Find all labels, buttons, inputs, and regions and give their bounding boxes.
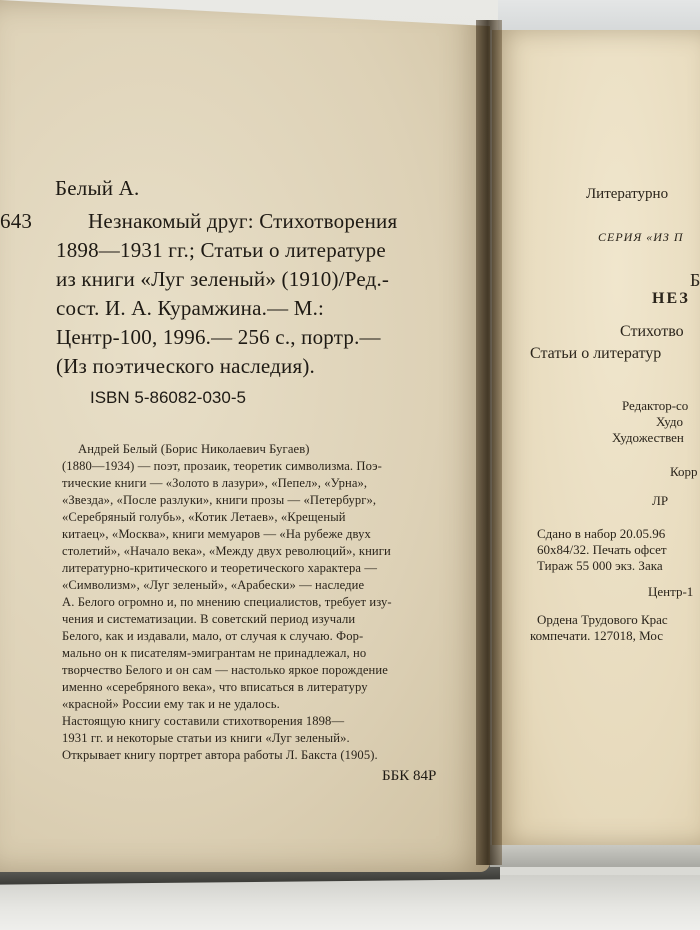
- imprint-line: Корр: [670, 464, 698, 479]
- description-line: Незнакомый друг: Стихотворения: [88, 209, 398, 233]
- imprint-line: компечати. 127018, Мос: [530, 628, 663, 643]
- description-line: (Из поэтического наследия).: [56, 354, 315, 378]
- annotation-line: Настоящую книгу составили стихотворения 1898—: [62, 714, 345, 728]
- annotation-line: «Серебряный голубь», «Котик Летаев», «Крещеный: [62, 510, 346, 524]
- imprint-line: Редактор-со: [622, 398, 689, 413]
- annotation-line: (1880—1934) — поэт, прозаик, теоретик символизма. Поэ-: [62, 459, 382, 473]
- description-line: сост. И. А. Курамжина.— М.:: [56, 296, 325, 320]
- annotation-line: столетий», «Начало века», «Между двух революций», книги: [62, 544, 391, 558]
- imprint-line: Ордена Трудового Крас: [537, 612, 668, 627]
- imprint-line: Центр-1: [648, 584, 694, 599]
- isbn: ISBN 5-86082-030-5: [90, 388, 246, 407]
- description-line: 1898—1931 гг.; Статьи о литературе: [56, 238, 386, 262]
- annotation-line: 1931 гг. и некоторые статьи из книги «Луг зеленый».: [62, 731, 350, 745]
- author-name: Белый А.: [55, 176, 140, 200]
- imprint-title: НЕЗ: [652, 290, 690, 307]
- imprint-line: Стихотво: [620, 323, 684, 340]
- description-line: из книги «Луг зеленый» (1910)/Ред.-: [56, 267, 390, 291]
- annotation-line: литературно-критического и теоретического характера —: [62, 561, 378, 575]
- annotation-line: мально он к писателям-эмигрантам не принадлежал, но: [62, 646, 367, 660]
- annotation-line: «Звезда», «После разлуки», книги прозы — «Петербург»,: [62, 493, 377, 507]
- imprint-line: Сдано в набор 20.05.96: [537, 526, 666, 541]
- imprint-line: Литературно: [586, 186, 669, 202]
- annotation-line: Андрей Белый (Борис Николаевич Бугаев): [78, 442, 310, 456]
- annotation-line: «красной» России ему так и не удалось.: [62, 697, 280, 711]
- book-cover-edge-right: [490, 845, 700, 867]
- series-line: СЕРИЯ «ИЗ П: [598, 230, 684, 244]
- imprint-line: Тираж 55 000 экз. Зака: [537, 558, 663, 573]
- annotation-line: Белого, как и издавали, мало, от случая к случаю. Фор-: [62, 629, 364, 643]
- book-gutter: [476, 20, 502, 865]
- annotation-line: именно «серебряного века», что вписаться в литературу: [62, 680, 368, 694]
- annotation-line: китаец», «Москва», книги мемуаров — «На рубеже двух: [62, 527, 371, 541]
- imprint-line: ЛР: [652, 493, 669, 508]
- bbk-code: ББК 84Р: [382, 768, 437, 784]
- imprint-line: Б: [690, 270, 700, 290]
- annotation-line: чения и систематизации. В советский период изучали: [62, 612, 356, 626]
- annotation-line: «Символизм», «Луг зеленый», «Арабески» — наследие: [62, 578, 365, 592]
- description-line: Центр-100, 1996.— 256 с., портр.—: [56, 325, 381, 349]
- annotation-line: А. Белого огромно и, по мнению специалистов, требует изу-: [62, 595, 392, 609]
- annotation-line: Открывает книгу портрет автора работы Л. Бакста (1905).: [62, 748, 378, 762]
- imprint-line: 60x84/32. Печать офсет: [537, 542, 667, 557]
- catalog-number: 643: [0, 209, 33, 233]
- imprint-line: Худо: [656, 414, 684, 429]
- imprint-line: Художествен: [612, 430, 684, 445]
- annotation-line: тические книги — «Золото в лазури», «Пепел», «Урна»,: [62, 476, 368, 490]
- imprint-line: Статьи о литератур: [530, 345, 662, 362]
- annotation-line: творчество Белого и он сам — настолько яркое порождение: [62, 663, 388, 677]
